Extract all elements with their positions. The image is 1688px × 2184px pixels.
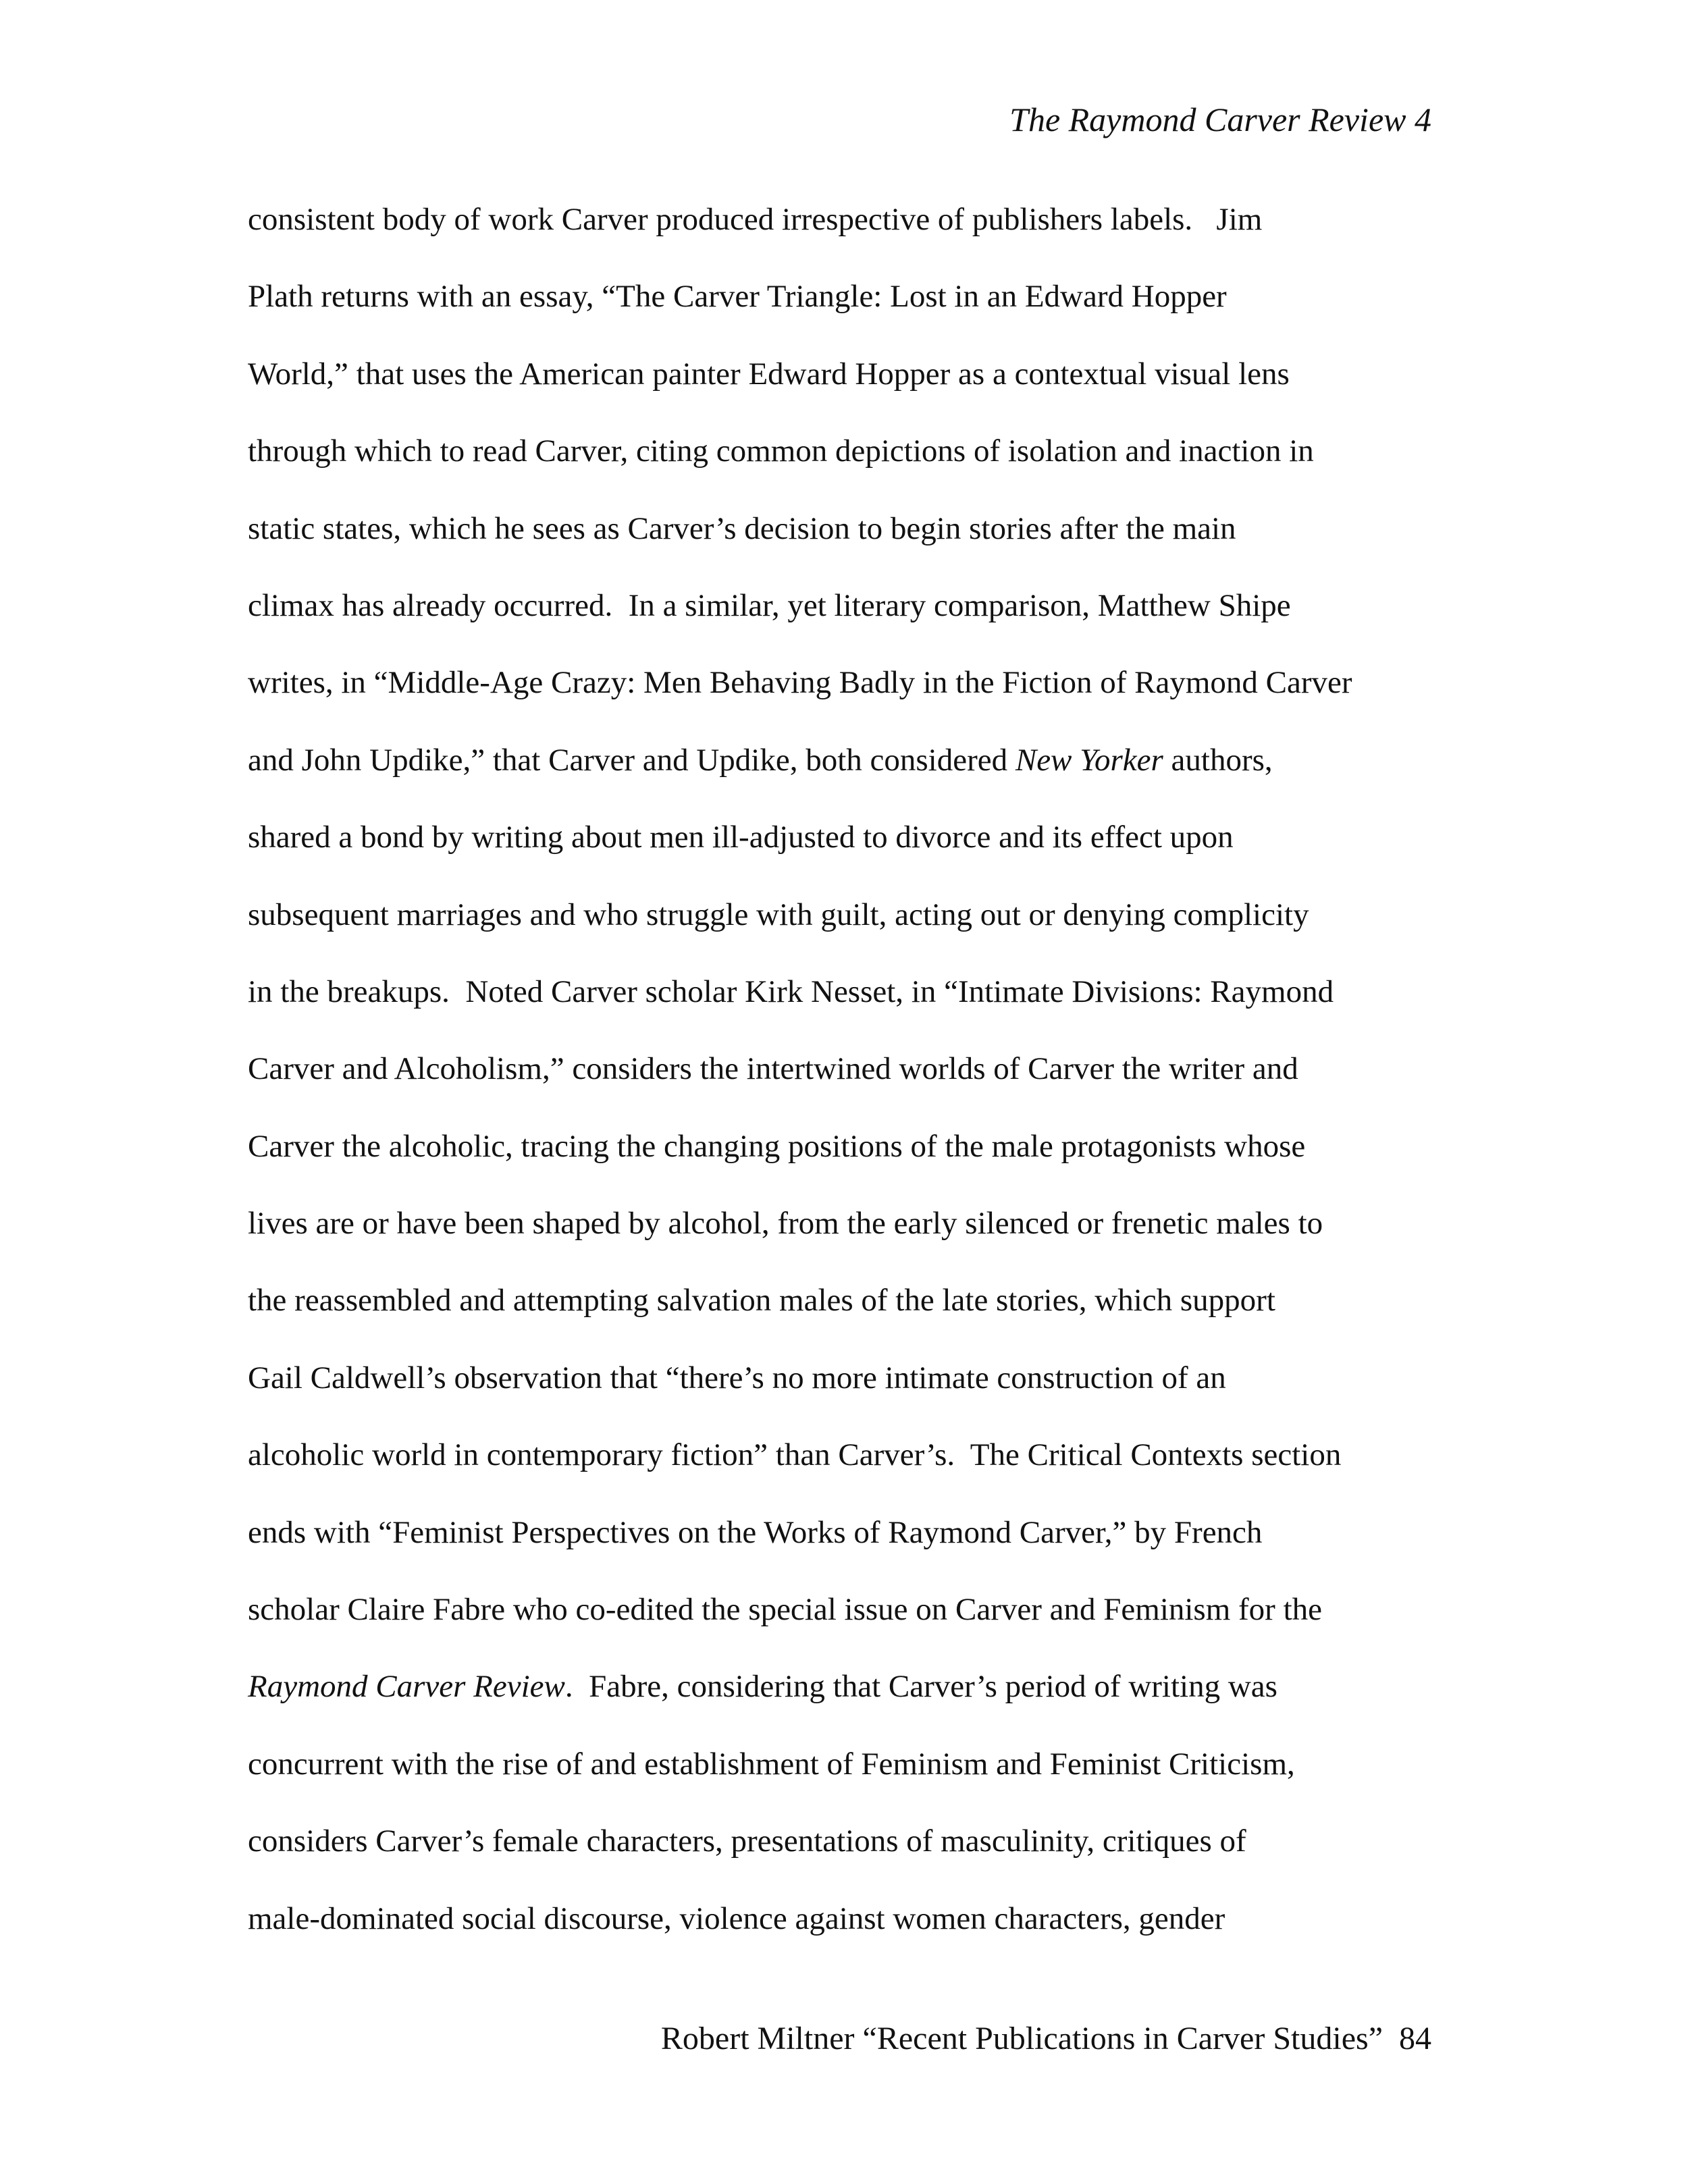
text-line: Plath returns with an essay, “The Carver Triangle: Lost in an Edward Hopper bbox=[248, 279, 1227, 315]
text-line: lives are or have been shaped by alcohol, from the early silenced or frenetic males to bbox=[248, 1206, 1323, 1242]
text-line: the reassembled and attempting salvation males of the late stories, which support bbox=[248, 1283, 1275, 1319]
text-line: static states, which he sees as Carver’s decision to begin stories after the main bbox=[248, 510, 1236, 546]
text-line: World,” that uses the American painter Edward Hopper as a contextual visual lens bbox=[248, 356, 1290, 392]
text-line: subsequent marriages and who struggle with guilt, acting out or denying complicity bbox=[248, 897, 1309, 932]
running-footer: Robert Miltner “Recent Publications in Carver Studies” 84 bbox=[660, 2021, 1431, 2056]
text-line: Gail Caldwell’s observation that “there’s no more intimate construction of an bbox=[248, 1360, 1226, 1395]
text-line: in the breakups. Noted Carver scholar Kirk Nesset, in “Intimate Divisions: Raymond bbox=[248, 974, 1334, 1009]
text-line: alcoholic world in contemporary fiction” than Carver’s. The Critical Contexts section bbox=[248, 1437, 1342, 1473]
italic-title: Raymond Carver Review bbox=[248, 1669, 565, 1705]
text-line: Carver the alcoholic, tracing the changing positions of the male protagonists whose bbox=[248, 1128, 1306, 1164]
text-line: male-dominated social discourse, violence against women characters, gender bbox=[248, 1900, 1225, 1936]
text-line: scholar Claire Fabre who co-edited the special issue on Carver and Feminism for the bbox=[248, 1592, 1323, 1628]
text-line: Carver and Alcoholism,” considers the intertwined worlds of Carver the writer and bbox=[248, 1051, 1298, 1087]
text-line: concurrent with the rise of and establishment of Feminism and Feminist Criticism, bbox=[248, 1746, 1295, 1782]
text-line: writes, in “Middle-Age Crazy: Men Behaving Badly in the Fiction of Raymond Carver bbox=[248, 665, 1352, 701]
text-line: shared a bond by writing about men ill-adjusted to divorce and its effect upon bbox=[248, 820, 1234, 855]
text-line: and John Updike,” that Carver and Updike, both considered New Yorker authors, bbox=[248, 742, 1273, 778]
text-line: through which to read Carver, citing common depictions of isolation and inaction in bbox=[248, 433, 1314, 469]
body-text bbox=[248, 196, 1438, 1972]
text-line: consistent body of work Carver produced irrespective of publishers labels. Jim bbox=[248, 202, 1263, 237]
text-line: ends with “Feminist Perspectives on the Works of Raymond Carver,” by French bbox=[248, 1514, 1263, 1550]
running-header: The Raymond Carver Review 4 bbox=[1009, 101, 1431, 138]
text-line: Raymond Carver Review. Fabre, considering that Carver’s period of writing was bbox=[248, 1669, 1277, 1705]
text-line: climax has already occurred. In a similar, yet literary comparison, Matthew Shipe bbox=[248, 587, 1291, 623]
italic-title: New Yorker bbox=[1015, 742, 1163, 778]
text-line: considers Carver’s female characters, presentations of masculinity, critiques of bbox=[248, 1823, 1246, 1859]
